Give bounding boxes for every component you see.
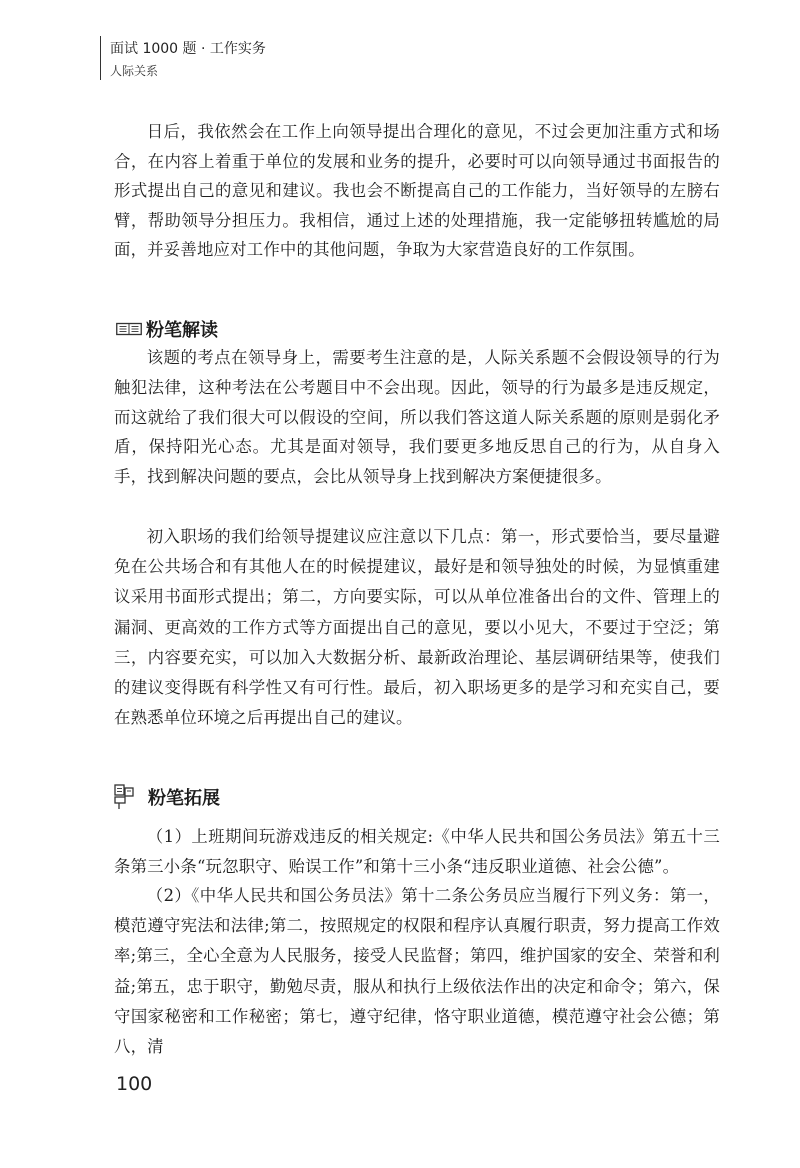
analysis-paragraph-1: 该题的考点在领导身上，需要考生注意的是，人际关系题不会假设领导的行为触犯法律，这种考法在公考题目中不会出现。因此，领导的行为最多是违反规定，而这就给了我们很大可以假设的空间，所以我们答这道人际关系题的原则是弱化矛盾，保持阳光心态。尤其是面对领导，我们要更多地反思自己的行为，从自身入手，找到解决问题的要点，会比从领导身上找到解决方案便捷很多。 bbox=[114, 348, 720, 487]
book-title: 面试 1000 题 · 工作实务 bbox=[110, 41, 266, 57]
notebook-icon bbox=[114, 784, 136, 810]
section-title: 人际关系 bbox=[110, 64, 159, 78]
page-number: 100 bbox=[116, 1073, 153, 1095]
section-heading-analysis bbox=[116, 316, 218, 342]
section-heading-extension bbox=[114, 784, 220, 810]
answer-conclusion-paragraph: 日后，我依然会在工作上向领导提出合理化的意见，不过会更加注重方式和场合，在内容上着重于单位的发展和业务的提升，必要时可以向领导通过书面报告的形式提出自己的意见和建议。我也会不断提高自己的工作能力，当好领导的左膀右臂，帮助领导分担压力。我相信，通过上述的处理措施，我一定能够扭转尴尬的局面，并妥善地应对工作中的其他问题，争取为大家营造良好的工作氛围。 bbox=[114, 122, 720, 260]
extension-paragraph-2: （2）《中华人民共和国公务员法》第十二条公务员应当履行下列义务：第一，模范遵守宪法和法律;第二，按照规定的权限和程序认真履行职责，努力提高工作效率;第三，全心全意为人民服务，接受人民监督；第四，维护国家的安全、荣誉和利益;第五，忠于职守，勤勉尽责，服从和执行上级依法作出的决定和命令；第六，保守国家秘密和工作秘密；第七，遵守纪律，恪守职业道德，模范遵守社会公德；第八，清 bbox=[114, 886, 720, 1057]
section-label-extension: 粉笔拓展 bbox=[148, 788, 220, 809]
reading-icon bbox=[116, 322, 142, 336]
running-header bbox=[100, 36, 266, 80]
extension-paragraph-1: （1）上班期间玩游戏违反的相关规定:《中华人民共和国公务员法》第五十三条第三小条“玩忽职守、贻误工作”和第十三小条“违反职业道德、社会公德”。 bbox=[114, 827, 720, 877]
section-label-analysis: 粉笔解读 bbox=[146, 320, 218, 341]
analysis-paragraph-2: 初入职场的我们给领导提建议应注意以下几点：第一，形式要恰当，要尽量避免在公共场合和有其他人在的时候提建议，最好是和领导独处的时候，为显慎重建议采用书面形式提出；第二，方向要实际，可以从单位准备出台的文件、管理上的漏洞、更高效的工作方式等方面提出自己的意见，要以小见大，不要过于空泛；第三，内容要充实，可以加入大数据分析、最新政治理论、基层调研结果等，使我们的建议变得既有科学性又有可行性。最后，初入职场更多的是学习和充实自己，要在熟悉单位环境之后再提出自己的建议。 bbox=[114, 527, 720, 728]
